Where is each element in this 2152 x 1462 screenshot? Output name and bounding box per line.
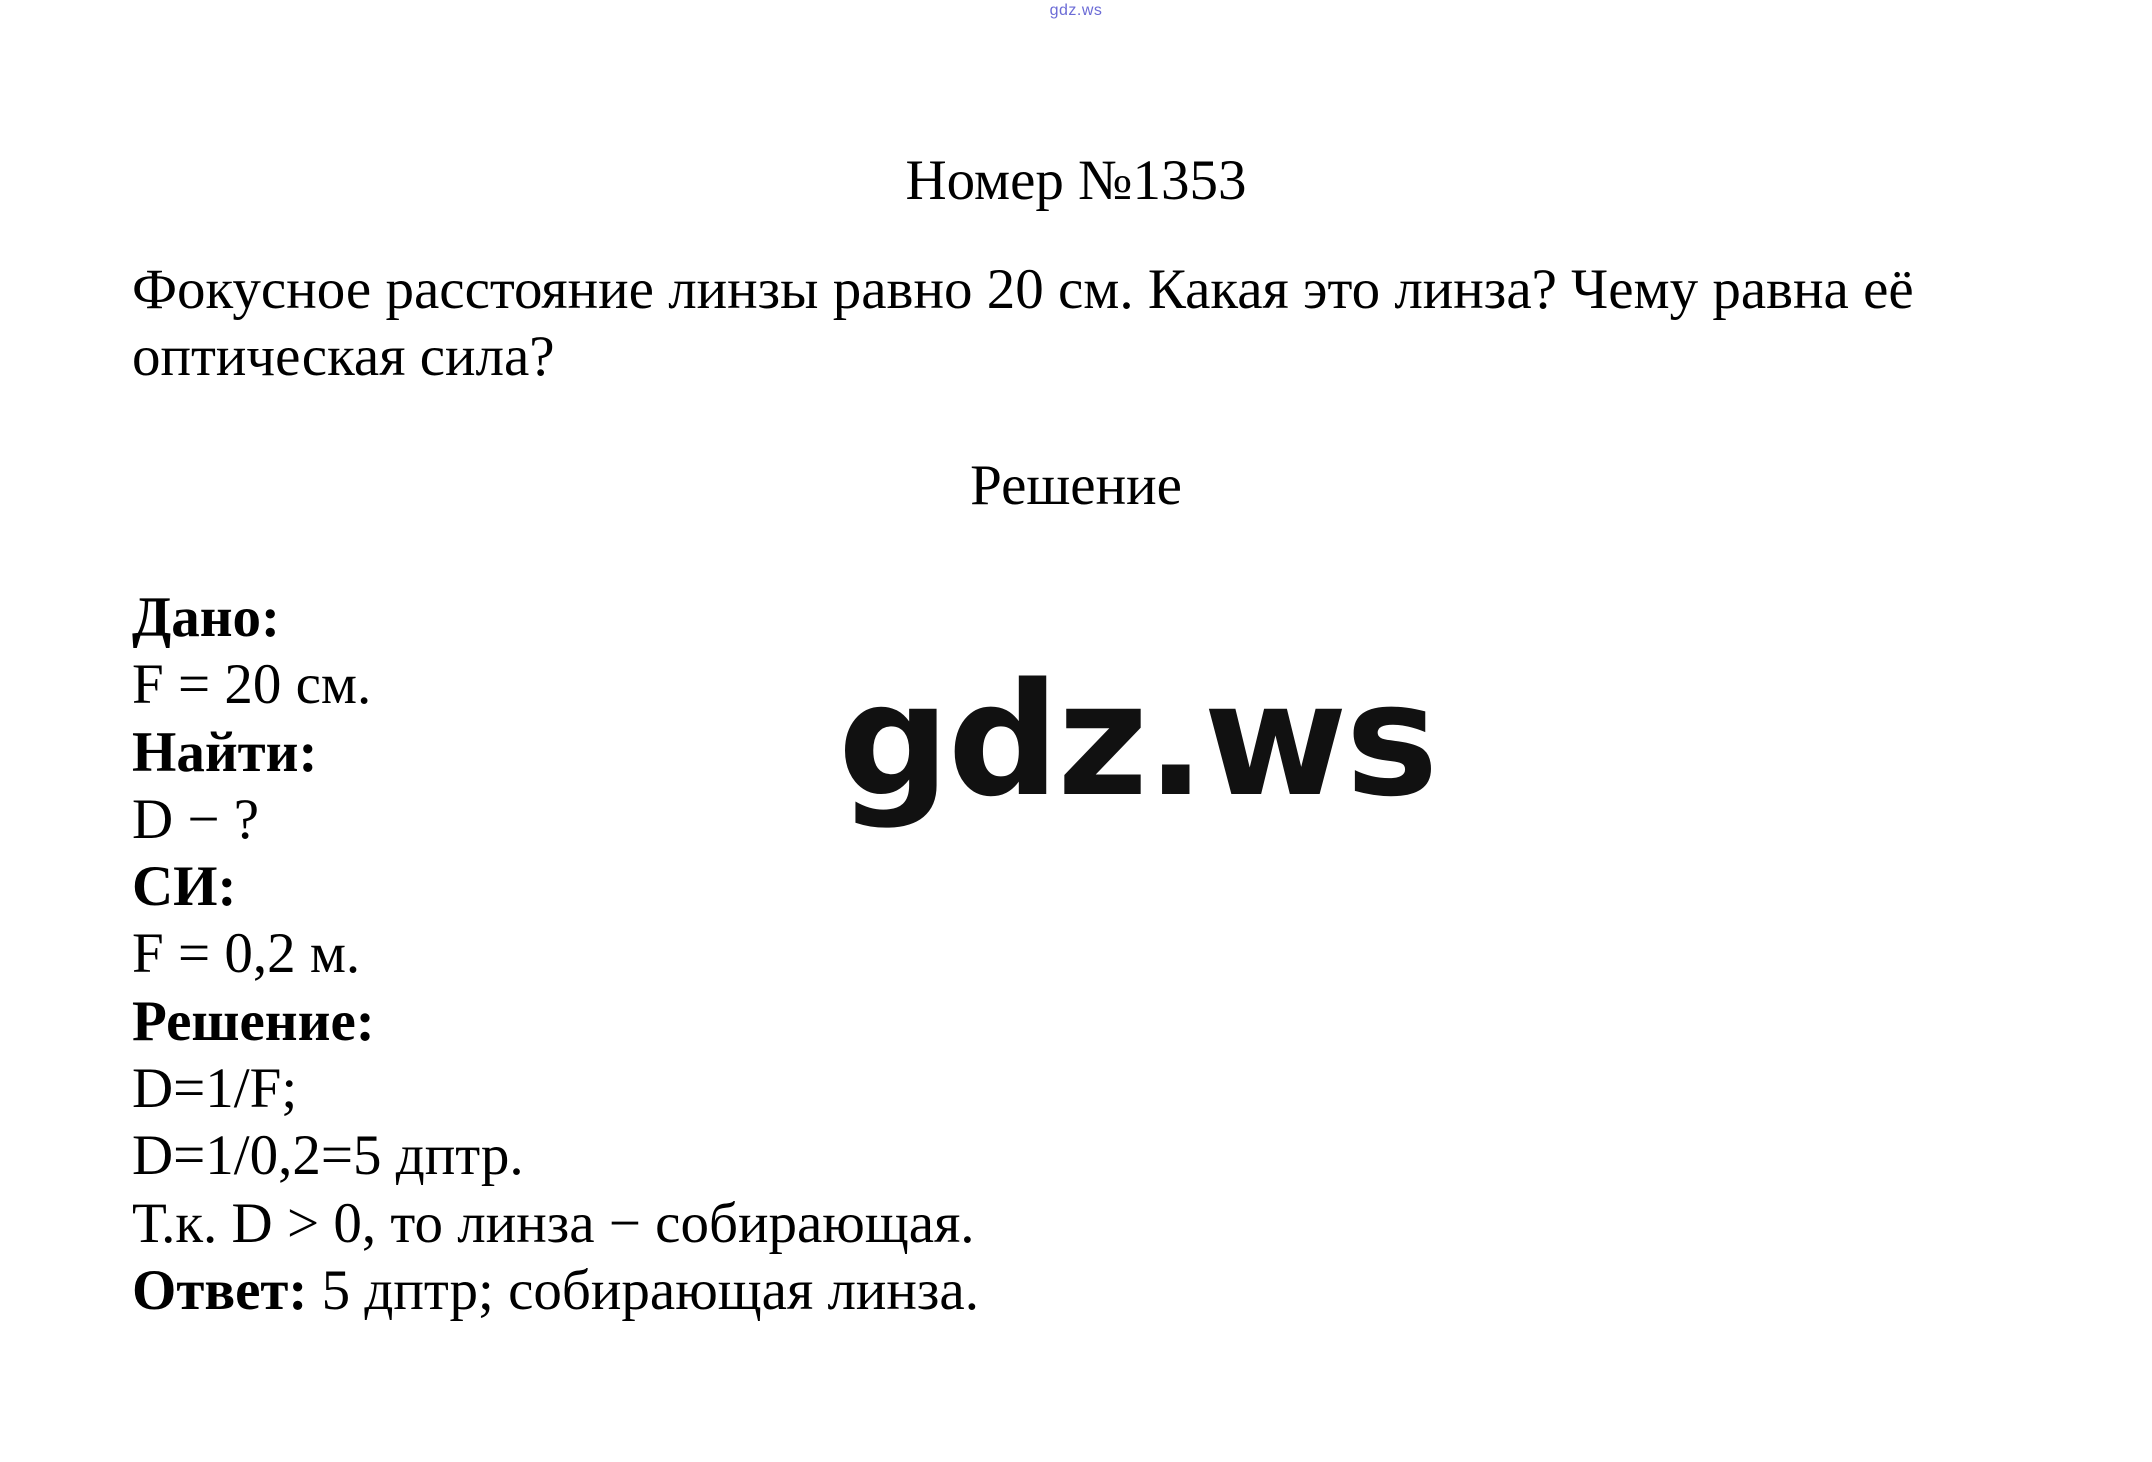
- find-label: Найти:: [132, 720, 318, 784]
- page-title: Номер №1353: [905, 149, 1247, 212]
- watermark-logo: gdz.ws: [838, 649, 1437, 831]
- answer-value: 5 дптр; собирающая линза.: [307, 1258, 979, 1322]
- problem-statement: [132, 256, 2032, 390]
- answer-line: [132, 1257, 979, 1324]
- problem-line-2: оптическая сила?: [132, 325, 555, 388]
- given-value: F = 20 см.: [132, 653, 372, 717]
- problem-line-1: Фокусное расстояние линзы равно 20 см. Какая это линза? Чему равна её: [132, 258, 1914, 321]
- si-label: СИ:: [132, 855, 237, 919]
- site-mark: gdz.ws: [1049, 2, 1103, 19]
- solution-step-2: D=1/0,2=5 дптр.: [132, 1124, 524, 1188]
- given-label: Дано:: [132, 586, 281, 649]
- solution-label: Решение:: [132, 989, 375, 1053]
- si-value: F = 0,2 м.: [132, 922, 361, 986]
- answer-label: Ответ:: [132, 1258, 308, 1322]
- solution-step-1: D=1/F;: [132, 1057, 298, 1121]
- solution-heading: Решение: [970, 454, 1182, 517]
- find-value: D − ?: [132, 787, 260, 851]
- solution-step-3: Т.к. D > 0, то линза − собирающая.: [132, 1191, 975, 1255]
